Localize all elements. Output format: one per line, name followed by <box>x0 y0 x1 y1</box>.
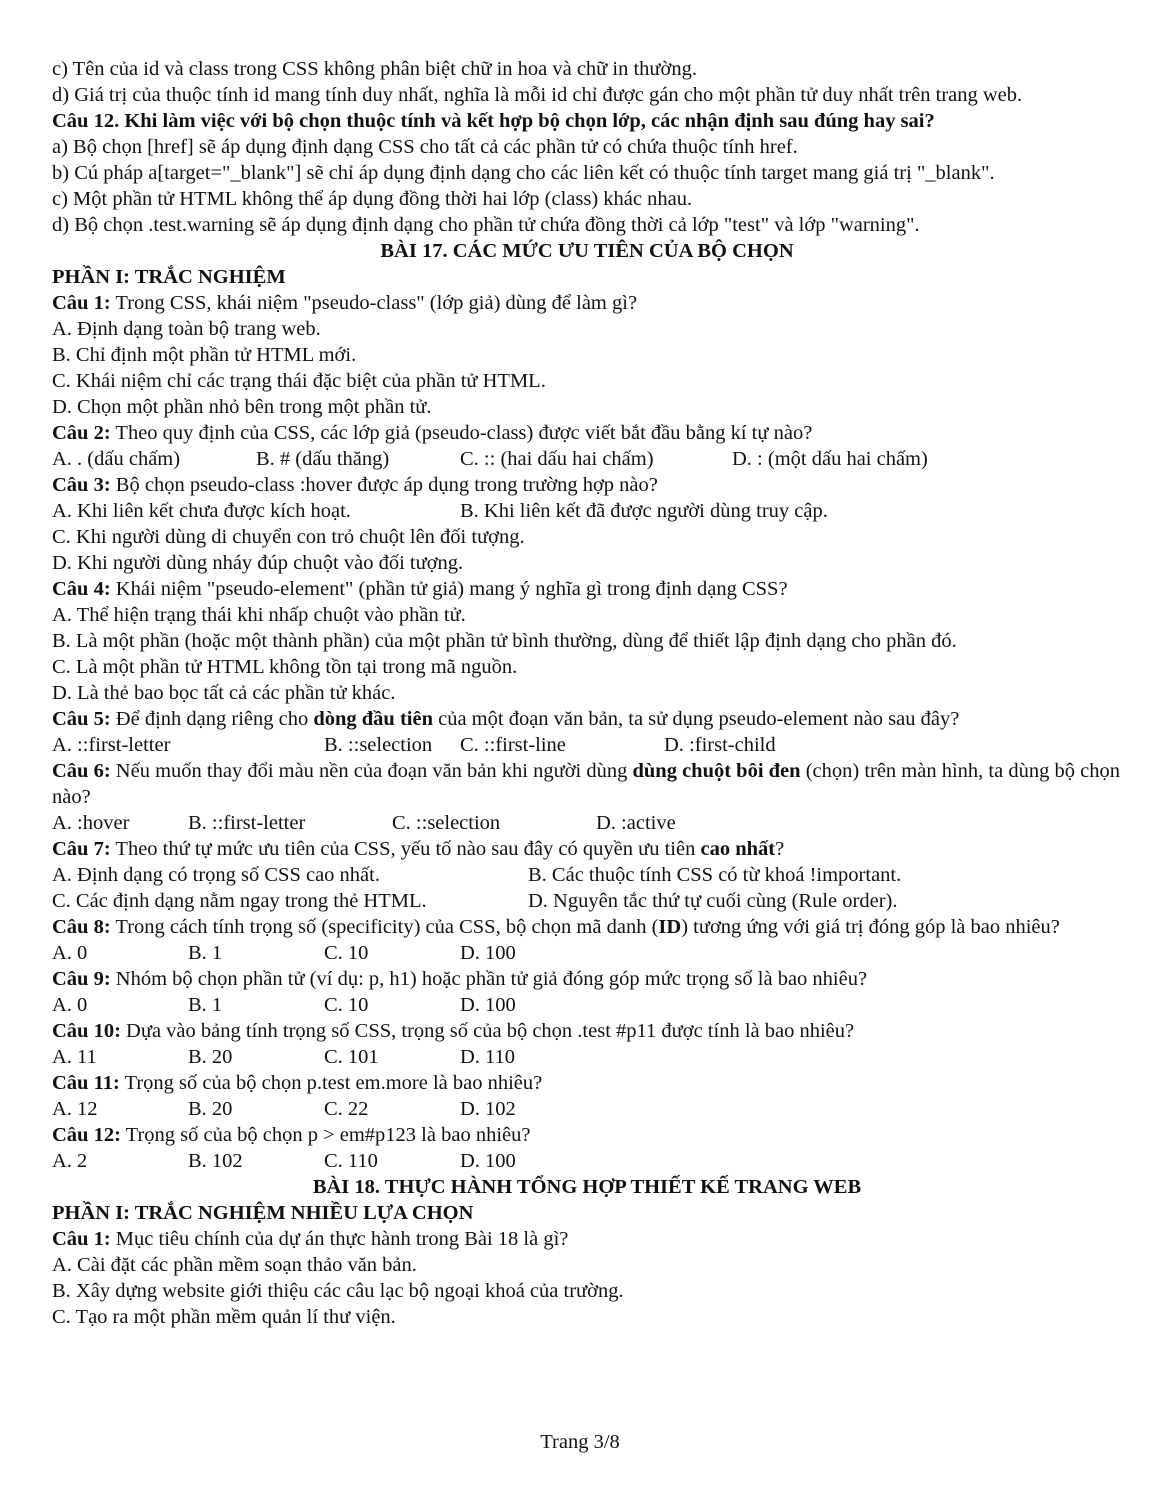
option-d: D. 100 <box>460 994 516 1016</box>
option-d: D. :active <box>596 812 676 834</box>
statement-b: b) Cú pháp a[target="_blank"] sẽ chỉ áp dụng định dạng cho các liên kết có thuộc tính target mang giá trị "_blank". <box>52 162 995 184</box>
option-a: A. 0 <box>52 942 88 964</box>
option-b: B. Các thuộc tính CSS có từ khoá !important. <box>528 864 902 886</box>
option-a: A. Khi liên kết chưa được kích hoạt. <box>52 500 351 522</box>
question-1: Câu 1: Mục tiêu chính của dự án thực hành trong Bài 18 là gì? <box>52 1228 569 1250</box>
option-c: C. :: (hai dấu hai chấm) <box>460 448 654 470</box>
page-number: Trang 3/8 <box>540 1431 620 1453</box>
options-row <box>52 940 1122 966</box>
option-d: D. 100 <box>460 942 516 964</box>
option-c: C. Các định dạng nằm ngay trong thẻ HTML. <box>52 890 427 912</box>
option-a: A. 2 <box>52 1150 88 1172</box>
option-a: A. 11 <box>52 1046 97 1068</box>
statement-c: c) Tên của id và class trong CSS không phân biệt chữ in hoa và chữ in thường. <box>52 58 698 80</box>
option-b: B. 20 <box>188 1046 233 1068</box>
statement-c: c) Một phần tử HTML không thể áp dụng đồng thời hai lớp (class) khác nhau. <box>52 188 693 210</box>
question-7: Câu 7: Theo thứ tự mức ưu tiên của CSS, yếu tố nào sau đây có quyền ưu tiên cao nhất? <box>52 838 785 860</box>
question-1: Câu 1: Trong CSS, khái niệm "pseudo-class" (lớp giả) dùng để làm gì? <box>52 292 638 314</box>
option-d: D. 110 <box>460 1046 516 1068</box>
option-a: A. ::first-letter <box>52 734 171 756</box>
option-c: C. 10 <box>324 942 369 964</box>
option-c: C. Khi người dùng di chuyển con trỏ chuột lên đối tượng. <box>52 526 525 548</box>
option-d: D. 100 <box>460 1150 516 1172</box>
option-c: C. ::first-line <box>460 734 566 756</box>
option-b: B. 1 <box>188 942 223 964</box>
lesson-heading: BÀI 17. CÁC MỨC ƯU TIÊN CỦA BỘ CHỌN <box>380 240 794 262</box>
option-a: A. Cài đặt các phần mềm soạn thảo văn bản. <box>52 1254 417 1276</box>
option-a: A. Định dạng có trọng số CSS cao nhất. <box>52 864 380 886</box>
option-b: B. 20 <box>188 1098 233 1120</box>
options-row <box>52 732 1122 758</box>
option-b: B. # (dấu thăng) <box>256 448 390 470</box>
option-d: D. Là thẻ bao bọc tất cả các phần tử khác. <box>52 682 396 704</box>
options-row <box>52 862 1122 888</box>
question-12: Câu 12: Trọng số của bộ chọn p > em#p123 là bao nhiêu? <box>52 1124 531 1146</box>
option-a: A. 0 <box>52 994 88 1016</box>
statement-a: a) Bộ chọn [href] sẽ áp dụng định dạng CSS cho tất cả các phần tử có chứa thuộc tính href. <box>52 136 798 158</box>
option-a: A. Định dạng toàn bộ trang web. <box>52 318 321 340</box>
option-a: A. 12 <box>52 1098 98 1120</box>
options-row <box>52 888 1122 914</box>
question-4: Câu 4: Khái niệm "pseudo-element" (phần tử giả) mang ý nghĩa gì trong định dạng CSS? <box>52 578 788 600</box>
question-11: Câu 11: Trọng số của bộ chọn p.test em.more là bao nhiêu? <box>52 1072 543 1094</box>
option-d: D. 102 <box>460 1098 516 1120</box>
question-10: Câu 10: Dựa vào bảng tính trọng số CSS, trọng số của bộ chọn .test #p11 được tính là bao nhiêu? <box>52 1020 855 1042</box>
option-a: A. . (dấu chấm) <box>52 448 181 470</box>
question-8: Câu 8: Trong cách tính trọng số (specificity) của CSS, bộ chọn mã danh (ID) tương ứng với giá trị đóng góp là bao nhiêu? <box>52 916 1060 938</box>
question-6: Câu 6: Nếu muốn thay đổi màu nền của đoạn văn bản khi người dùng dùng chuột bôi đen (chọn) trên màn hình, ta dùng bộ chọn nào? <box>52 760 1120 808</box>
option-a: A. :hover <box>52 812 130 834</box>
option-b: B. 1 <box>188 994 223 1016</box>
option-b: B. ::selection <box>324 734 433 756</box>
option-c: C. 101 <box>324 1046 379 1068</box>
option-c: C. Tạo ra một phần mềm quản lí thư viện. <box>52 1306 396 1328</box>
question-5: Câu 5: Để định dạng riêng cho dòng đầu tiên của một đoạn văn bản, ta sử dụng pseudo-element nào sau đây? <box>52 708 960 730</box>
option-c: C. 10 <box>324 994 369 1016</box>
option-b: B. Xây dựng website giới thiệu các câu lạc bộ ngoại khoá của trường. <box>52 1280 624 1302</box>
question-title: Câu 12. Khi làm việc với bộ chọn thuộc tính và kết hợp bộ chọn lớp, các nhận định sau đúng hay sai? <box>52 110 935 132</box>
options-row <box>52 1096 1122 1122</box>
option-c: C. 22 <box>324 1098 369 1120</box>
option-b: B. Khi liên kết đã được người dùng truy cập. <box>460 500 828 522</box>
statement-d: d) Bộ chọn .test.warning sẽ áp dụng định dạng cho phần tử chứa đồng thời cả lớp "test" và lớp "warning". <box>52 214 920 236</box>
option-b: B. 102 <box>188 1150 243 1172</box>
document-page <box>52 56 1122 1330</box>
part-heading: PHẦN I: TRẮC NGHIỆM NHIỀU LỰA CHỌN <box>52 1202 474 1224</box>
options-row <box>52 810 1122 836</box>
option-b: B. Là một phần (hoặc một thành phần) của một phần tử bình thường, dùng để thiết lập định dạng cho phần đó. <box>52 630 957 652</box>
options-row <box>52 498 1122 524</box>
part-heading: PHẦN I: TRẮC NGHIỆM <box>52 266 286 288</box>
question-2: Câu 2: Theo quy định của CSS, các lớp giả (pseudo-class) được viết bắt đầu bằng kí tự nào? <box>52 422 813 444</box>
lesson-heading: BÀI 18. THỰC HÀNH TỔNG HỢP THIẾT KẾ TRANG WEB <box>312 1176 862 1198</box>
option-c: C. 110 <box>324 1150 378 1172</box>
options-row <box>52 992 1122 1018</box>
option-d: D. :first-child <box>664 734 776 756</box>
options-row <box>52 1148 1122 1174</box>
option-b: B. ::first-letter <box>188 812 306 834</box>
statement-d: d) Giá trị của thuộc tính id mang tính duy nhất, nghĩa là mỗi id chỉ được gán cho một phần tử duy nhất trên trang web. <box>52 84 1023 106</box>
question-9: Câu 9: Nhóm bộ chọn phần tử (ví dụ: p, h1) hoặc phần tử giả đóng góp mức trọng số là bao nhiêu? <box>52 968 868 990</box>
option-d: D. : (một dấu hai chấm) <box>732 448 928 470</box>
option-d: D. Chọn một phần nhỏ bên trong một phần tử. <box>52 396 432 418</box>
question-3: Câu 3: Bộ chọn pseudo-class :hover được áp dụng trong trường hợp nào? <box>52 474 658 496</box>
option-a: A. Thể hiện trạng thái khi nhấp chuột vào phần tử. <box>52 604 466 626</box>
option-c: C. Khái niệm chỉ các trạng thái đặc biệt của phần tử HTML. <box>52 370 546 392</box>
options-row <box>52 1044 1122 1070</box>
option-b: B. Chỉ định một phần tử HTML mới. <box>52 344 357 366</box>
options-row <box>52 446 1122 472</box>
option-c: C. ::selection <box>392 812 501 834</box>
option-d: D. Nguyên tắc thứ tự cuối cùng (Rule order). <box>528 890 898 912</box>
option-c: C. Là một phần tử HTML không tồn tại trong mã nguồn. <box>52 656 518 678</box>
option-d: D. Khi người dùng nháy đúp chuột vào đối tượng. <box>52 552 464 574</box>
